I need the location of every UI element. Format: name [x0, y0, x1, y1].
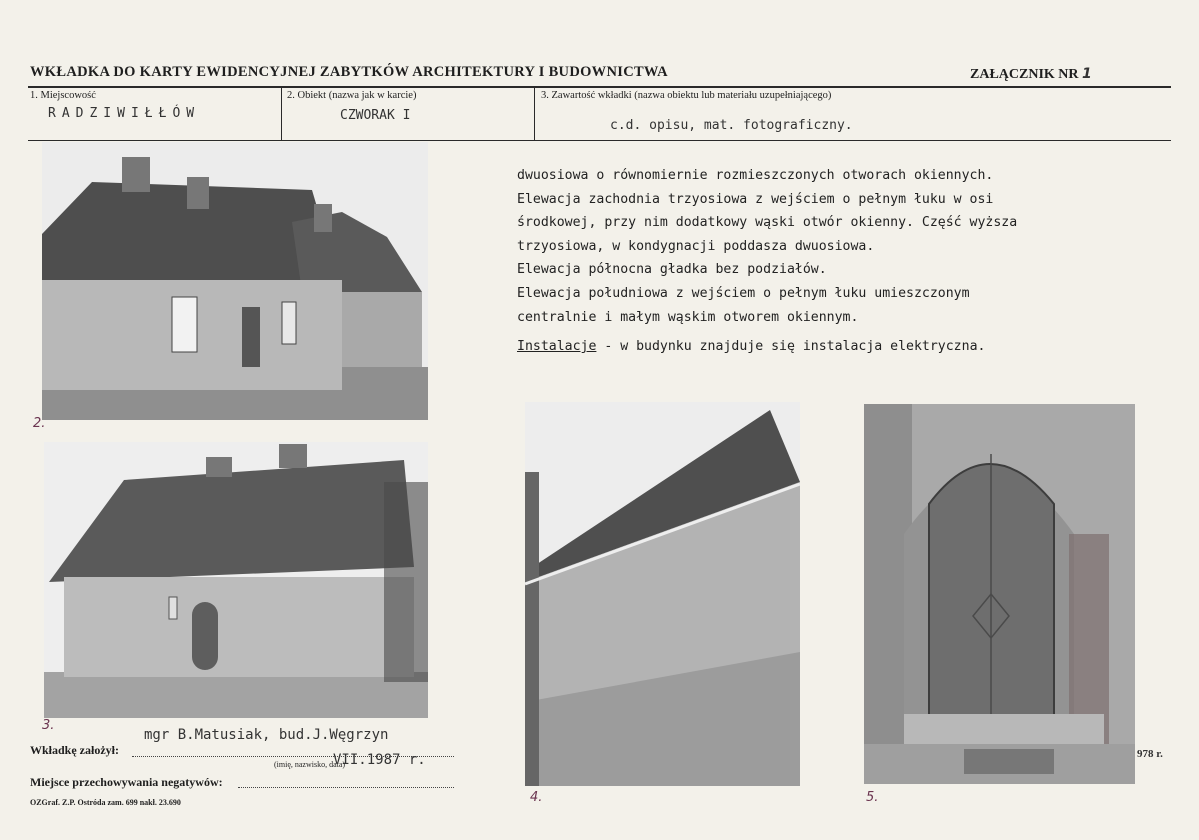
content-value: c.d. opisu, mat. fotograficzny. [610, 118, 853, 133]
photo-north-wall [525, 402, 800, 786]
content-label: 3. Zawartość wkładki (nazwa obiektu lub materiału uzupełniającego) [541, 90, 832, 101]
printer-note: OZGraf. Z.P. Ostróda zam. 699 nakł. 23.690 [30, 798, 181, 807]
description-line: Elewacja południowa z wejściem o pełnym łuku umieszczonym [517, 285, 970, 301]
founder-value: mgr B.Matusiak, bud.J.Węgrzyn [144, 727, 389, 743]
annex-number: 1 [1082, 66, 1092, 82]
photo-3-number: 3. [42, 718, 55, 733]
description-line: Elewacja północna gładka bez podziałów. [517, 262, 827, 278]
storage-label: Miejsce przechowywania negatywów: [30, 775, 223, 789]
document-title: WKŁADKA DO KARTY EWIDENCYJNEJ ZABYTKÓW ARCHITEKTURY I BUDOWNICTWA [30, 64, 668, 80]
annex-label [970, 66, 1092, 83]
annex-label-text: ZAŁĄCZNIK NR [970, 67, 1079, 82]
description-line: środkowej, przy nim dodatkowy wąski otwór okienny. Część wyższa [517, 215, 1018, 231]
description-line: trzyosiowa, w kondygnacji poddasza dwuosiowa. [517, 238, 875, 254]
description-text [517, 164, 1177, 359]
installations-line [517, 335, 1177, 359]
photo-5-number: 5. [866, 790, 879, 805]
storage-dotted-line [238, 787, 454, 788]
photo-2-number: 2. [33, 416, 46, 431]
header-rule [28, 86, 1171, 88]
place-value: RADZIWIŁŁÓW [48, 106, 201, 121]
photo-5-caption: 978 r. [1137, 748, 1163, 760]
date-value: VII.1987 r. [333, 752, 426, 768]
field-divider-2 [534, 88, 535, 140]
description-line: centralnie i małym wąskim otworem okiennym. [517, 309, 859, 325]
fields-bottom-rule [28, 140, 1171, 141]
photo-house-gable [44, 442, 428, 718]
photo-arched-door [864, 404, 1135, 784]
founder-label: Wkładkę założył: [30, 743, 119, 757]
founder-hint: (imię, nazwisko, data) [274, 760, 346, 769]
object-label: 2. Obiekt (nazwa jak w karcie) [287, 90, 417, 101]
installations-text: - w budynku znajduje się instalacja elektryczna. [596, 339, 986, 355]
photo-house-corner [42, 142, 428, 420]
installations-label: Instalacje [517, 339, 597, 355]
description-line: Elewacja zachodnia trzyosiowa z wejściem o pełnym łuku w osi [517, 191, 994, 207]
object-value: CZWORAK I [340, 108, 411, 123]
photo-4-number: 4. [530, 790, 543, 805]
description-line: dwuosiowa o równomiernie rozmieszczonych otworach okiennych. [517, 168, 994, 183]
field-divider-1 [281, 88, 282, 140]
place-label: 1. Miejscowość [30, 90, 96, 101]
